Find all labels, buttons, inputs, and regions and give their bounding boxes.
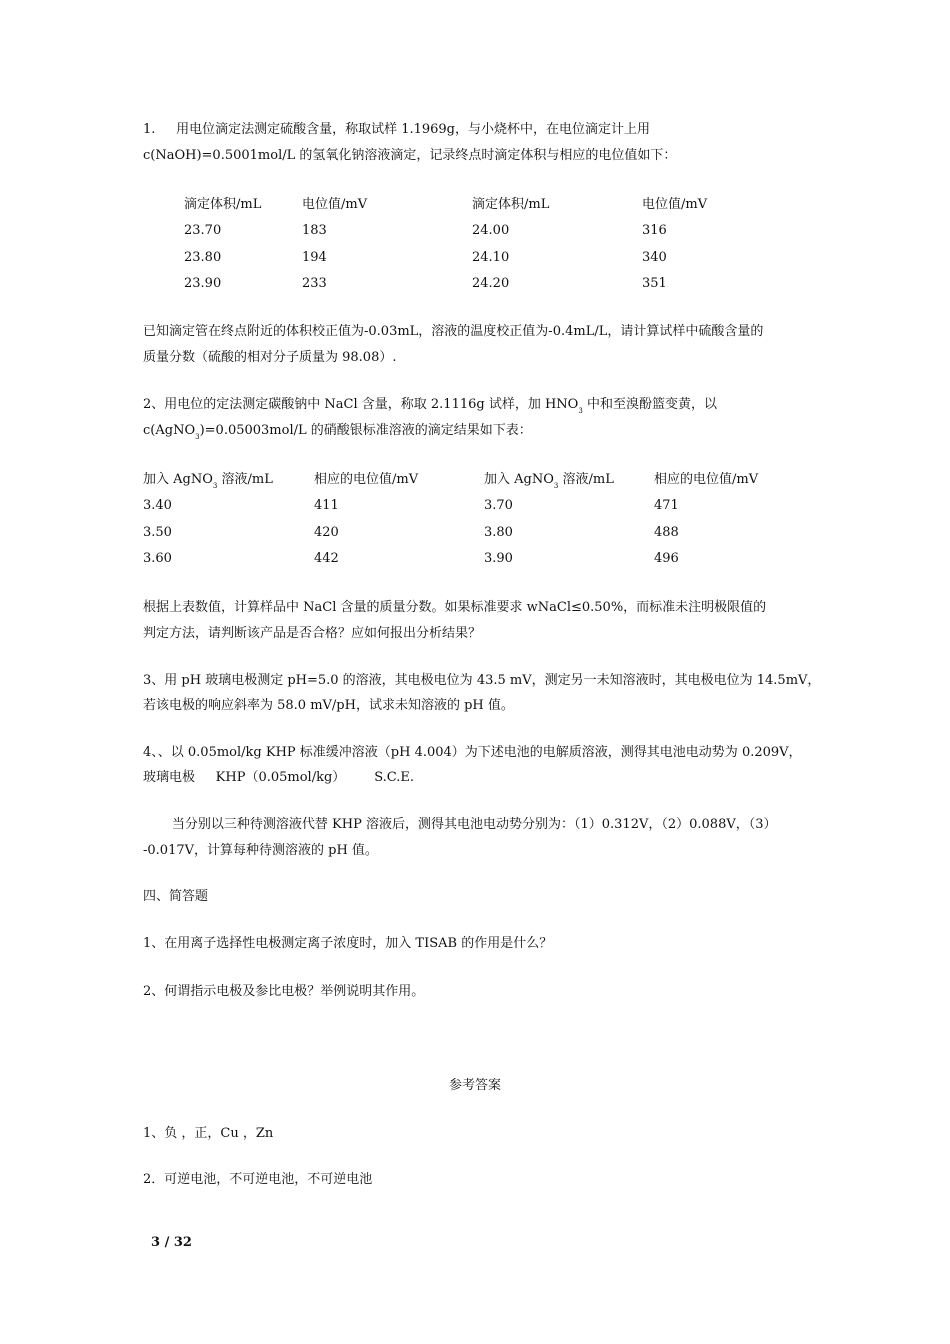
- section-title: 四、简答题: [143, 889, 209, 904]
- answer-item: 2．可逆电池，不可逆电池，不可逆电池: [143, 1172, 373, 1187]
- q1-table-cell: 233: [302, 276, 327, 291]
- q1-table-cell: 23.90: [184, 276, 222, 291]
- q2-line-1-text: 2、用电位的定法测定碳酸钠中 NaCl 含量，称取 2.1116g 试样，加 HNO: [143, 397, 579, 412]
- q2-line-2-text: c(AgNO: [143, 423, 196, 438]
- q1-table-cell: 316: [642, 223, 667, 238]
- q3-line-1: 3、用 pH 玻璃电极测定 pH=5.0 的溶液，其电极电位为 43.5 mV，测定另一未知溶液时，其电极电位为 14.5mV，: [143, 673, 821, 688]
- q2-line-1-text: 中和至溴酚篮变黄，以: [582, 397, 717, 412]
- q1-table-cell: 24.20: [472, 276, 510, 291]
- q1-table-cell: 194: [302, 250, 327, 265]
- q1-table-cell: 23.80: [184, 250, 222, 265]
- q1-line-2: c(NaOH)=0.5001mol/L 的氢氧化钠溶液滴定，记录终点时滴定体积与相应的电位值如下：: [143, 148, 677, 163]
- q1-table-cell: 24.10: [472, 250, 510, 265]
- q1-after-line-2: 质量分数（硫酸的相对分子质量为 98.08）.: [143, 350, 397, 365]
- q2-header-text: 溶液/mL: [558, 472, 614, 487]
- q2-after-line-2: 判定方法，请判断该产品是否合格？应如何报出分析结果？: [143, 626, 482, 641]
- short-answer-question: 2、何谓指示电极及参比电极？举例说明其作用。: [143, 984, 425, 999]
- q4-line-1: 4、、以 0.05mol/kg KHP 标准缓冲溶液（pH 4.004）为下述电池的电解质溶液，测得其电池电动势为 0.209V，: [143, 745, 802, 760]
- q2-table-cell: 442: [314, 551, 339, 566]
- q3-line-2: 若该电极的响应斜率为 58.0 mV/pH，试求未知溶液的 pH 值。: [143, 698, 514, 713]
- q1-table-header: 滴定体积/mL: [472, 197, 550, 212]
- q2-line-2-sub: 3: [195, 433, 200, 441]
- q2-line-2-text: )=0.05003mol/L 的硝酸银标准溶液的滴定结果如下表：: [199, 423, 532, 438]
- q1-after-line-1: 已知滴定管在终点附近的体积校正值为-0.03mL，溶液的温度校正值为-0.4mL/L，请计算试样中硫酸含量的: [143, 324, 764, 339]
- q1-table-header: 滴定体积/mL: [184, 197, 262, 212]
- q2-header-sub: 3: [553, 482, 559, 490]
- q1-table-cell: 183: [302, 223, 327, 238]
- q4-line-2: 玻璃电极 KHP（0.05mol/kg） S.C.E.: [143, 770, 415, 785]
- q2-header-text: 溶液/mL: [217, 472, 273, 487]
- q2-line-2: [143, 422, 532, 440]
- page-number: 3 / 32: [151, 1235, 192, 1250]
- q2-table-header: [143, 471, 273, 489]
- q2-header-sub: 3: [212, 482, 218, 490]
- answers-title: 参考答案: [448, 1078, 501, 1093]
- q2-table-cell: 3.40: [143, 498, 172, 513]
- q1-table-header: 电位值/mV: [302, 197, 368, 212]
- q2-header-text: 加入 AgNO: [484, 472, 554, 487]
- q2-header-text: 加入 AgNO: [143, 472, 213, 487]
- q2-table-header: [484, 471, 614, 489]
- q2-table-cell: 3.70: [484, 498, 513, 513]
- q2-table-cell: 3.90: [484, 551, 513, 566]
- q2-table-header: 相应的电位值/mV: [314, 472, 419, 487]
- short-answer-question: 1、在用离子选择性电极测定离子浓度时，加入 TISAB 的作用是什么？: [143, 936, 553, 951]
- q1-table-cell: 351: [642, 276, 667, 291]
- q1-line-1: 1. 用电位滴定法测定硫酸含量，称取试样 1.1969g，与小烧杯中，在电位滴定计上用: [143, 122, 651, 137]
- q2-table-cell: 3.50: [143, 525, 172, 540]
- q4-line-3: 当分别以三种待测溶液代替 KHP 溶液后，测得其电池电动势分别为：（1）0.312V，（2）0.088V，（3）: [143, 817, 777, 832]
- q1-table-header: 电位值/mV: [642, 197, 708, 212]
- q2-after-line-1: 根据上表数值，计算样品中 NaCl 含量的质量分数。如果标准要求 wNaCl≤0.50%，而标准未注明极限值的: [143, 600, 767, 615]
- q2-table-cell: 3.80: [484, 525, 513, 540]
- q2-table-cell: 3.60: [143, 551, 172, 566]
- q2-line-1-sub: 3: [578, 407, 583, 415]
- q1-table-cell: 24.00: [472, 223, 510, 238]
- q2-table-cell: 488: [654, 525, 679, 540]
- q4-line-4: -0.017V，计算每种待测溶液的 pH 值。: [143, 843, 378, 858]
- answer-item: 1、负 ，正，Cu ，Zn: [143, 1126, 274, 1141]
- q2-table-cell: 471: [654, 498, 679, 513]
- q2-table-cell: 411: [314, 498, 339, 513]
- q2-line-1: [143, 396, 717, 414]
- q2-table-cell: 496: [654, 551, 679, 566]
- q2-table-header: 相应的电位值/mV: [654, 472, 759, 487]
- q1-table-cell: 340: [642, 250, 667, 265]
- q1-table-cell: 23.70: [184, 223, 222, 238]
- q2-table-cell: 420: [314, 525, 339, 540]
